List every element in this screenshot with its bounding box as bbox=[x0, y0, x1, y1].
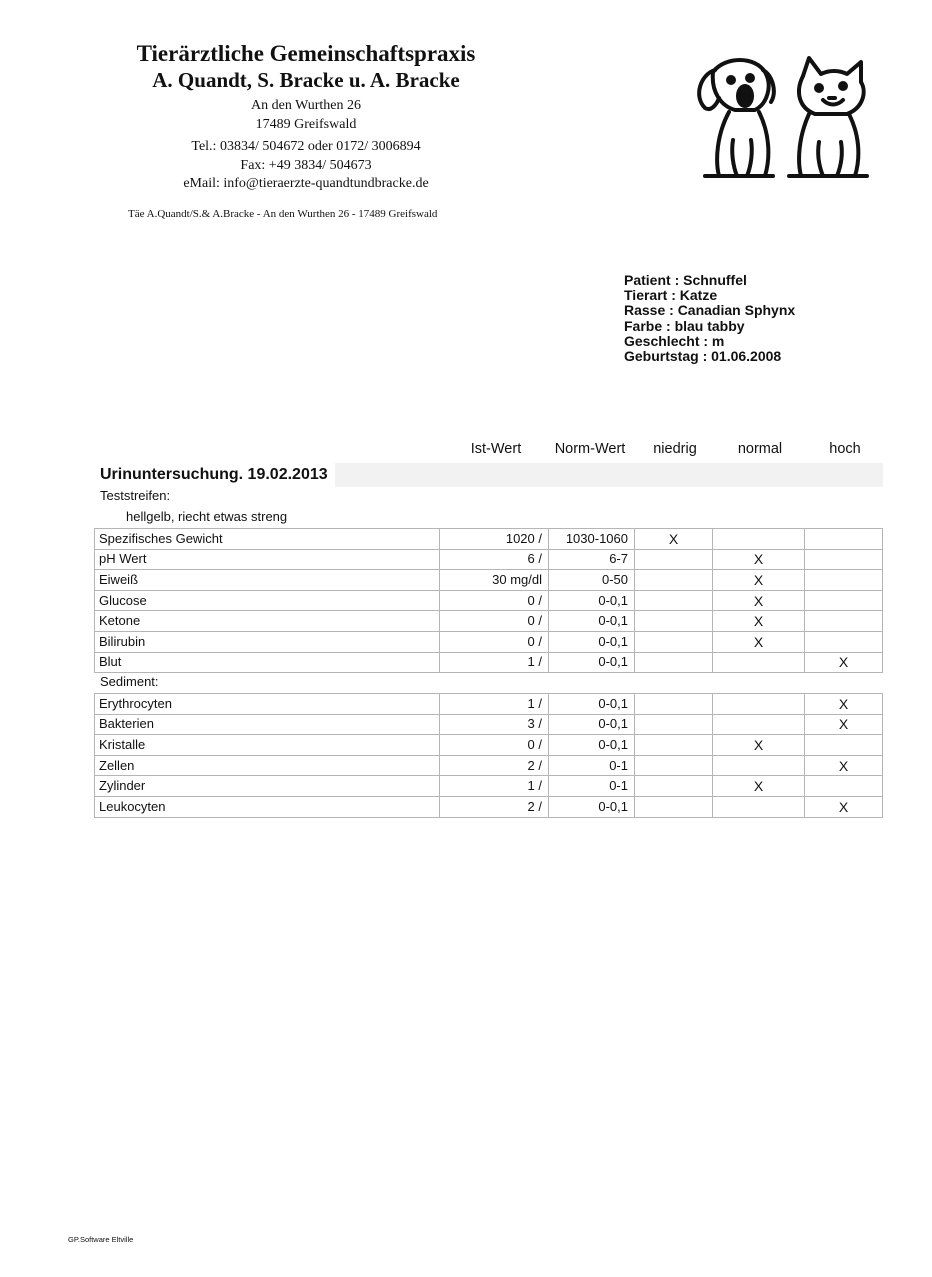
email-line: eMail: info@tieraerzte-quandtundbracke.de bbox=[183, 176, 429, 191]
level-niedrig-cell bbox=[635, 776, 713, 797]
level-hoch-cell bbox=[805, 529, 883, 550]
level-hoch-cell bbox=[805, 570, 883, 591]
norm-range: 0-0,1 bbox=[549, 652, 635, 673]
sender-return-line: Täe A.Quandt/S.& A.Bracke - An den Wurthen 26 - 17489 Greifswald bbox=[128, 208, 438, 220]
norm-range: 0-0,1 bbox=[549, 714, 635, 735]
level-niedrig-cell bbox=[635, 631, 713, 652]
dog-cat-logo-icon bbox=[695, 52, 873, 184]
parameter-name: Bakterien bbox=[95, 714, 440, 735]
result-mark: X bbox=[838, 654, 849, 671]
level-normal-cell bbox=[713, 549, 805, 570]
norm-range: 0-0,1 bbox=[549, 796, 635, 817]
actual-value: 30 mg/dl bbox=[440, 570, 549, 591]
level-normal-cell bbox=[713, 755, 805, 776]
result-mark: X bbox=[753, 633, 764, 650]
patient-info bbox=[624, 273, 795, 364]
practice-name: Tierärztliche Gemeinschaftspraxis bbox=[136, 41, 476, 66]
result-mark: X bbox=[838, 695, 849, 712]
norm-range: 0-0,1 bbox=[549, 631, 635, 652]
level-normal-cell bbox=[713, 776, 805, 797]
result-row bbox=[95, 570, 883, 591]
norm-range: 1030-1060 bbox=[549, 529, 635, 550]
norm-range: 6-7 bbox=[549, 549, 635, 570]
actual-value: 0 / bbox=[440, 735, 549, 756]
result-row bbox=[95, 694, 883, 715]
level-hoch-cell bbox=[805, 714, 883, 735]
parameter-name: Eiweiß bbox=[95, 570, 440, 591]
level-hoch-cell bbox=[805, 652, 883, 673]
level-normal-cell bbox=[713, 694, 805, 715]
actual-value: 0 / bbox=[440, 611, 549, 632]
level-niedrig-cell bbox=[635, 714, 713, 735]
norm-range: 0-0,1 bbox=[549, 590, 635, 611]
teststrip-label: Teststreifen: bbox=[100, 488, 171, 503]
level-niedrig-cell bbox=[635, 590, 713, 611]
parameter-name: Glucose bbox=[95, 590, 440, 611]
level-niedrig-cell bbox=[635, 549, 713, 570]
result-row bbox=[95, 652, 883, 673]
patient-breed: Rasse : Canadian Sphynx bbox=[624, 302, 796, 319]
actual-value: 1020 / bbox=[440, 529, 549, 550]
exam-title: Urinuntersuchung. 19.02.2013 bbox=[100, 466, 328, 483]
level-normal-cell bbox=[713, 631, 805, 652]
parameter-name: Erythrocyten bbox=[95, 694, 440, 715]
column-header-norm: Norm-Wert bbox=[554, 441, 626, 457]
level-niedrig-cell bbox=[635, 611, 713, 632]
level-hoch-cell bbox=[805, 549, 883, 570]
actual-value: 0 / bbox=[440, 631, 549, 652]
result-row bbox=[95, 529, 883, 550]
result-mark: X bbox=[838, 798, 849, 815]
actual-value: 2 / bbox=[440, 755, 549, 776]
address-city: 17489 Greifswald bbox=[255, 117, 357, 132]
level-normal-cell bbox=[713, 796, 805, 817]
level-hoch-cell bbox=[805, 796, 883, 817]
result-row bbox=[95, 714, 883, 735]
parameter-name: Bilirubin bbox=[95, 631, 440, 652]
exam-title-band bbox=[335, 463, 883, 487]
level-hoch-cell bbox=[805, 755, 883, 776]
level-normal-cell bbox=[713, 590, 805, 611]
norm-range: 0-0,1 bbox=[549, 611, 635, 632]
norm-range: 0-1 bbox=[549, 776, 635, 797]
level-hoch-cell bbox=[805, 611, 883, 632]
level-normal-cell bbox=[713, 714, 805, 735]
level-hoch-cell bbox=[805, 776, 883, 797]
teststrip-note: hellgelb, riecht etwas streng bbox=[126, 509, 288, 524]
parameter-name: Zylinder bbox=[95, 776, 440, 797]
parameter-name: Zellen bbox=[95, 755, 440, 776]
result-mark: X bbox=[753, 592, 764, 609]
level-normal-cell bbox=[713, 611, 805, 632]
level-normal-cell bbox=[713, 529, 805, 550]
result-mark: X bbox=[753, 571, 764, 588]
result-row bbox=[95, 735, 883, 756]
patient-birthday: Geburtstag : 01.06.2008 bbox=[624, 348, 782, 365]
result-row bbox=[95, 631, 883, 652]
address-street: An den Wurthen 26 bbox=[251, 98, 361, 113]
column-header-actual: Ist-Wert bbox=[470, 441, 522, 457]
level-normal-cell bbox=[713, 570, 805, 591]
result-row bbox=[95, 611, 883, 632]
level-niedrig-cell bbox=[635, 735, 713, 756]
result-mark: X bbox=[838, 716, 849, 733]
result-row bbox=[95, 590, 883, 611]
column-header-normal: normal bbox=[737, 441, 783, 457]
sediment-table bbox=[94, 693, 883, 818]
level-niedrig-cell bbox=[635, 570, 713, 591]
level-niedrig-cell bbox=[635, 755, 713, 776]
result-mark: X bbox=[753, 551, 764, 568]
level-hoch-cell bbox=[805, 631, 883, 652]
sediment-label: Sediment: bbox=[100, 674, 159, 689]
actual-value: 2 / bbox=[440, 796, 549, 817]
actual-value: 1 / bbox=[440, 652, 549, 673]
level-niedrig-cell bbox=[635, 694, 713, 715]
actual-value: 3 / bbox=[440, 714, 549, 735]
level-hoch-cell bbox=[805, 590, 883, 611]
level-niedrig-cell bbox=[635, 652, 713, 673]
patient-sex: Geschlecht : m bbox=[624, 332, 725, 349]
result-mark: X bbox=[753, 778, 764, 795]
norm-range: 0-0,1 bbox=[549, 735, 635, 756]
actual-value: 0 / bbox=[440, 590, 549, 611]
parameter-name: Blut bbox=[95, 652, 440, 673]
patient-color: Farbe : blau tabby bbox=[624, 317, 745, 334]
norm-range: 0-0,1 bbox=[549, 694, 635, 715]
fax-line: Fax: +49 3834/ 504673 bbox=[240, 158, 372, 173]
result-row bbox=[95, 549, 883, 570]
result-mark: X bbox=[753, 613, 764, 630]
level-hoch-cell bbox=[805, 735, 883, 756]
result-mark: X bbox=[838, 757, 849, 774]
parameter-name: Ketone bbox=[95, 611, 440, 632]
patient-species: Tierart : Katze bbox=[624, 287, 718, 304]
actual-value: 1 / bbox=[440, 694, 549, 715]
level-niedrig-cell bbox=[635, 529, 713, 550]
phone-line: Tel.: 03834/ 504672 oder 0172/ 3006894 bbox=[191, 139, 421, 154]
parameter-name: Kristalle bbox=[95, 735, 440, 756]
result-row bbox=[95, 796, 883, 817]
level-normal-cell bbox=[713, 652, 805, 673]
column-header-low: niedrig bbox=[653, 441, 697, 457]
norm-range: 0-1 bbox=[549, 755, 635, 776]
result-row bbox=[95, 776, 883, 797]
software-footer: GP.Software Eltville bbox=[68, 1235, 134, 1244]
practice-owners: A. Quandt, S. Bracke u. A. Bracke bbox=[152, 68, 460, 92]
result-row bbox=[95, 755, 883, 776]
actual-value: 6 / bbox=[440, 549, 549, 570]
result-mark: X bbox=[753, 736, 764, 753]
result-mark: X bbox=[668, 530, 679, 547]
actual-value: 1 / bbox=[440, 776, 549, 797]
parameter-name: Spezifisches Gewicht bbox=[95, 529, 440, 550]
parameter-name: Leukocyten bbox=[95, 796, 440, 817]
column-header-high: hoch bbox=[829, 441, 861, 457]
level-hoch-cell bbox=[805, 694, 883, 715]
patient-name: Patient : Schnuffel bbox=[624, 272, 747, 288]
parameter-name: pH Wert bbox=[95, 549, 440, 570]
norm-range: 0-50 bbox=[549, 570, 635, 591]
level-normal-cell bbox=[713, 735, 805, 756]
teststrip-table bbox=[94, 528, 883, 673]
level-niedrig-cell bbox=[635, 796, 713, 817]
